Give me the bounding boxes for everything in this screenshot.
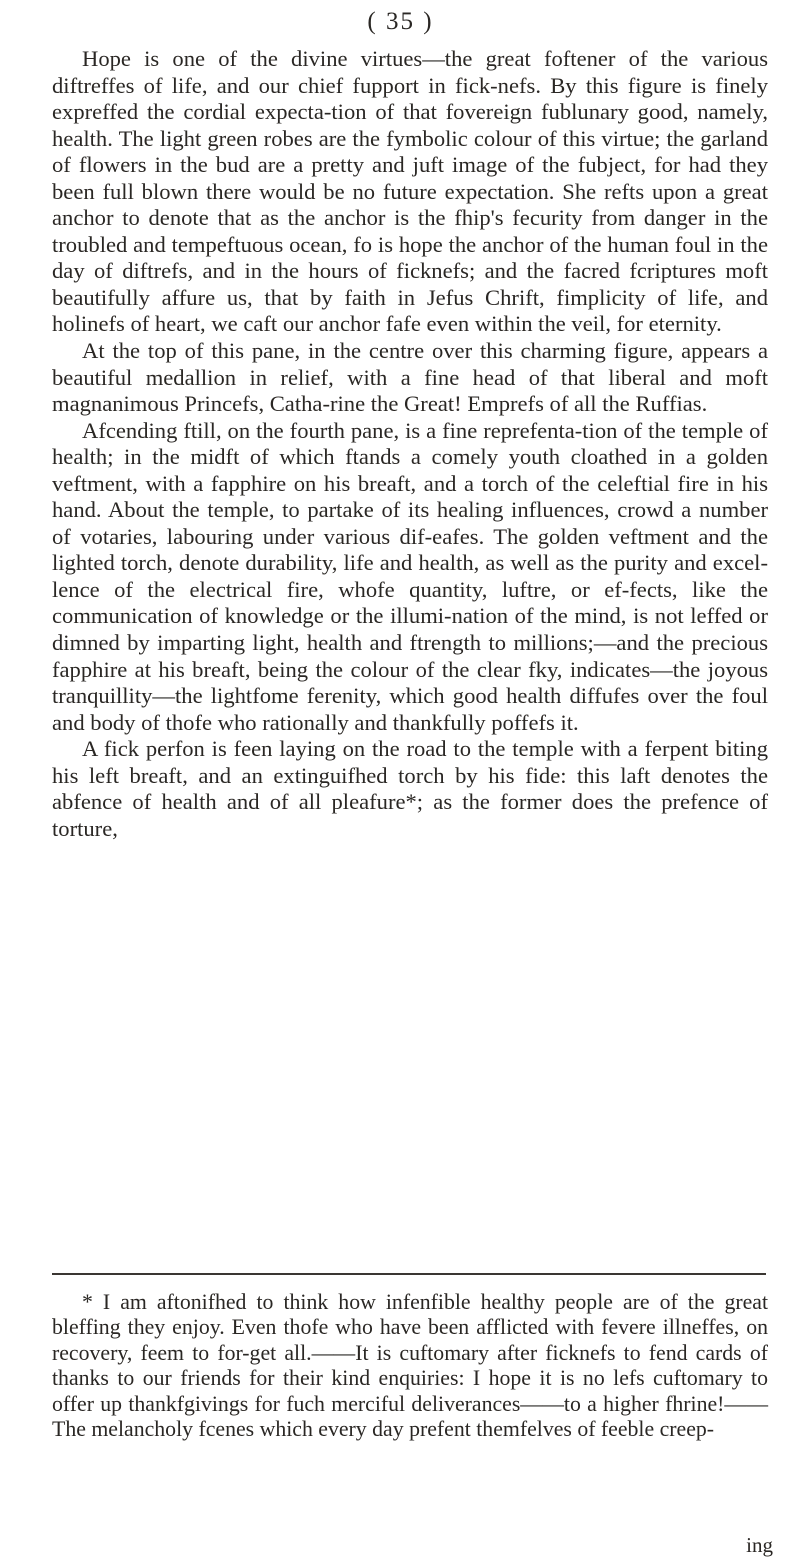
paragraph-medallion: At the top of this pane, in the centre over this charming figure, appears a beautiful medallion in relief, with a fine head of that liberal and moft magnanimous Princefs, Catha-rine the Great! Emprefs of all the Ruffias.: [52, 338, 768, 417]
paragraph-sick-person: A fick perfon is feen laying on the road to the temple with a ferpent biting his left breaft, and an extinguifhed torch by his fide: this laft denotes the abfence of health and of all pleafure*; as the former does the prefence of torture,: [52, 736, 768, 841]
footnote: [52, 1290, 768, 1442]
page-number: ( 35 ): [367, 8, 434, 35]
main-text: [52, 46, 768, 842]
paragraph-temple-of-health: Afcending ftill, on the fourth pane, is a fine reprefenta-tion of the temple of health; in the midft of which ftands a comely youth cloathed in a golden veftment, with a fapphire on his breaft, and a torch of the celeftial fire in his hand. About the temple, to partake of its healing influences, crowd a number of votaries, labouring under various dif-eafes. The golden veftment and the lighted torch, denote durability, life and health, as well as the purity and excel-lence of the electrical fire, whofe quantity, luftre, or ef-fects, like the communication of knowledge or the illumi-nation of the mind, is not leffed or dimned by imparting light, health and ftrength to millions;—and the precious fapphire at his breaft, being the colour of the clear fky, indicates—the joyous tranquillity—the lightfome ferenity, which good health diffufes over the foul and body of thofe who rationally and thankfully poffefs it.: [52, 417, 768, 735]
catchword: ing: [746, 1533, 773, 1557]
paragraph-hope: Hope is one of the divine virtues—the great foftener of the various diftreffes of life, and our chief fupport in fick-nefs. By this figure is finely expreffed the cordial expecta-tion of that fovereign fublunary good, namely, health. The light green robes are the fymbolic colour of this virtue; the garland of flowers in the bud are a pretty and juft image of the fubject, for had they been full blown there would be no future expectation. She refts upon a great anchor to denote that as the anchor is the fhip's fecurity from danger in the troubled and tempeftuous ocean, fo is hope the anchor of the human foul in the day of diftrefs, and in the hours of ficknefs; and the facred fcriptures moft beautifully affure us, that by faith in Jefus Chrift, fimplicity of life, and holinefs of heart, we caft our anchor fafe even within the veil, for eternity.: [52, 46, 768, 337]
footnote-text: * I am aftonifhed to think how infenfible healthy people are of the great bleffing they enjoy. Even thofe who have been afflicted with fevere illneffes, on recovery, feem to for-get all.——It is cuftomary after ficknefs to fend cards of thanks to our friends for their kind enquiries: I hope it is no lefs cuftomary to offer up thankfgivings for fuch merciful deliverances——to a higher fhrine!——The melancholy fcenes which every day prefent themfelves of feeble creep-: [52, 1290, 768, 1442]
footnote-divider: [52, 1273, 766, 1275]
